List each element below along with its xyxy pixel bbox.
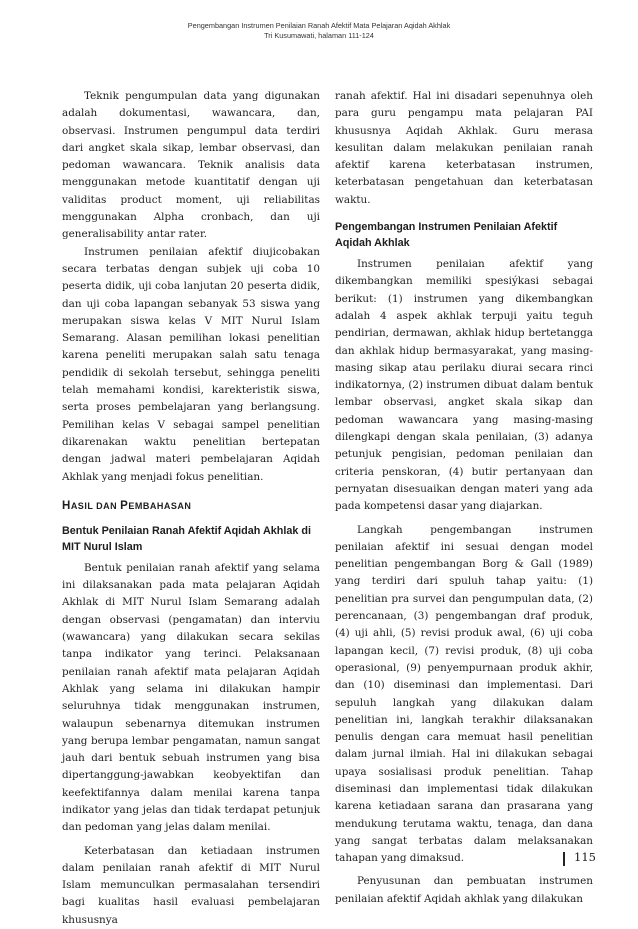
- page-number: 115: [574, 850, 596, 864]
- section-heading-initial: H: [62, 499, 71, 512]
- paragraph: Keterbatasan dan ketiadaan instrumen dalam penilaian ranah afektif di MIT Nurul Islam memunculkan permasalahan tersendiri bagi kualitas hasil evaluasi pembelajaran khususnya: [62, 844, 320, 926]
- subsection-heading: Bentuk Penilaian Ranah Afektif Aqidah Akhlak di MIT Nurul Islam: [62, 524, 311, 553]
- paragraph: Bentuk penilaian ranah afektif yang selama ini dilaksanakan pada mata pelajaran Aqidah Akhlak di MIT Nurul Islam Semarang adalah dengan observasi (pengamatan) dan interviu (wawancara) yang dilakukan secara sekilas tanpa indikator yang terinci. Pelaksanaan penilaian ranah afektif mata pelajaran Aqidah Akhlak yang selama ini dilakukan hampir seluruhnya tidak menggunakan instrumen, walaupun sebenarnya ditemukan instrumen yang berupa lembar pengamatan, namun sangat jauh dari bentuk sebuah instrumen yang bisa dipertanggung-jawabkan keobyektifan dan keefektifannya dalam menilai karena tanpa indikator yang jelas dan tidak terdapat petunjuk dan pedoman yang jelas dalam menilai.: [62, 561, 320, 834]
- left-column: [62, 88, 320, 929]
- paragraph: Instrumen penilaian afektif yang dikembangkan memiliki spesiýkasi sebagai berikut: (1) instrumen yang dikembangkan adalah 4 aspek akhlak terpuji yaitu teguh pendirian, dermawan, akhlak hidup bertetangga dan akhlak hidup bermasyarakat, yang masing-masing sikap atau perilaku diurai secara rinci indikatornya, (2) instrumen dibuat dalam bentuk lembar observasi, angket skala sikap dan pedoman wawancara yang masing-masing dilengkapi dengan skala penilaian, (3) adanya petunjuk pengisian, pedoman penilaian dan criteria penskoran, (4) butir pertanyaan dan pernyatan disesuaikan dengan materi yang ada pada kompetensi dasar yang diajarkan.: [335, 258, 593, 513]
- running-header: [0, 21, 638, 41]
- subsection-heading: Pengembangan Instrumen Penilaian Afektif Aqidah Akhlak: [335, 221, 558, 250]
- header-author-pages: Tri Kusumawati, halaman 111-124: [264, 31, 374, 40]
- section-heading-smallcaps: EMBAHASAN: [128, 500, 192, 511]
- paragraph: ranah afektif. Hal ini disadari sepenuhnya oleh para guru pengampu mata pelajaran PAI khususnya Aqidah Akhlak. Guru merasa kesulitan dalam melakukan penilaian ranah afektif karena keterbatasan instrumen, keterbatasan pengetahuan dan keterbatasan waktu.: [335, 90, 593, 206]
- paragraph: Langkah pengembangan instrumen penilaian afektif ini sesuai dengan model penelitian pengembangan Borg & Gall (1989) yang terdiri dari spuluh tahap yaitu: (1) penelitian pra survei dan pengumpulan data, (2) perencanaan, (3) pengembangan draf produk, (4) uji ahli, (5) revisi produk awal, (6) uji coba lapangan kecil, (7) revisi produk, (8) uji coba operasional, (9) penyempurnaan produk akhir, dan (10) diseminasi dan implementasi. Dari sepuluh langkah yang dilakukan dalam penelitian ini, langkah terakhir dilaksanakan penulis dengan cara memuat hasil penelitian dalam jurnal ilmiah. Hal ini dilakukan sebagai upaya sosialisasi produk penelitian. Tahap diseminasi dan implementasi tidak dilakukan karena ketiadaan sarana dan prasarana yang mendukung terutama waktu, tenaga, dan dana yang sangat terbatas dalam melaksanakan tahapan yang dimaksud.: [335, 523, 593, 865]
- section-heading-smallcaps: ASIL DAN: [70, 500, 121, 511]
- header-title: Pengembangan Instrumen Penilaian Ranah Afektif Mata Pelajaran Aqidah Akhlak: [187, 21, 451, 30]
- paragraph: Teknik pengumpulan data yang digunakan adalah dokumentasi, wawancara, dan, observasi. Instrumen pengumpul data terdiri dari angket skala sikap, lembar observasi, dan pedoman wawancara. Teknik analisis data menggunakan metode kuantitatif dengan uji validitas product moment, uji reliabilitas menggunakan Alpha cronbach, dan uji generalisability antar rater.: [62, 90, 320, 241]
- section-heading-initial: P: [120, 499, 129, 512]
- paragraph: Instrumen penilaian afektif diujicobakan secara terbatas dengan subjek uji coba 10 peserta didik, uji coba lanjutan 20 peserta didik, dan uji coba lapangan sebanyak 53 siswa yang merupakan siswa kelas V MIT Nurul Islam Semarang. Alasan pemilihan lokasi penelitian karena peneliti merupakan salah satu tenaga pendidik di sekolah tersebut, sehingga peneliti telah memahami kondisi, karekteristik siswa, serta proses pembelajaran yang berlangsung. Pemilihan kelas V sebagai sampel penelitian dikarenakan waktu penelitian bertepatan dengan jadwal materi pembelajaran Aqidah Akhlak yang menjadi fokus penelitian.: [62, 245, 320, 483]
- page-number-bar: [563, 852, 565, 866]
- paragraph: Penyusunan dan pembuatan instrumen penilaian afektif Aqidah akhlak yang dilakukan: [335, 875, 593, 905]
- section-heading: [62, 499, 320, 513]
- right-column: [335, 88, 593, 908]
